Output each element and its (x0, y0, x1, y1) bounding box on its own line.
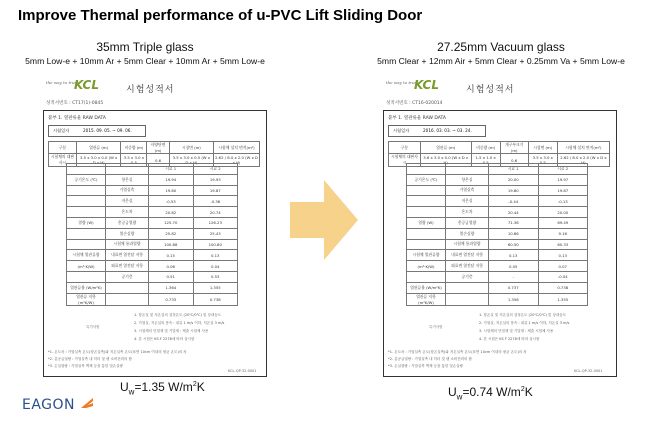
table-cell (67, 185, 106, 196)
table-cell (67, 271, 106, 282)
table-cell (407, 196, 446, 207)
table-cell: 0.733 (149, 293, 194, 305)
table-cell: 20.00 (538, 207, 588, 218)
spec-header-cell: 사양단면 (m) (147, 142, 169, 154)
table-cell: 20.82 (149, 207, 194, 218)
table-row (67, 250, 238, 261)
table-row (407, 239, 588, 250)
table-cell: 1.364 (149, 282, 194, 293)
table-cell: 0.13 (193, 250, 238, 261)
table-header-row (407, 164, 588, 175)
table-header-cell (446, 164, 489, 175)
table-cell: (m²·K/W) (407, 261, 446, 272)
table-cell: 0.05 (489, 261, 539, 272)
spec-cell: 0.6 (147, 154, 169, 167)
raw-data-table (66, 163, 238, 306)
table-row (67, 239, 238, 250)
table-cell (67, 239, 106, 250)
right-glass-title: 27.25mm Vacuum glass (437, 40, 565, 54)
table-cell: 공기층 (446, 271, 489, 282)
table-cell: 0.53 (193, 271, 238, 282)
left-glass-header (0, 40, 290, 66)
report-number: 성적서번호 : CT17(1)-0845 (46, 101, 104, 106)
table-row (407, 271, 588, 282)
table-header-cell: 시료 1 (149, 164, 194, 175)
footnote: *2. 총공급열량 : 가열실측 내 히터 및 팬 소비전력의 합 (388, 357, 472, 361)
table-cell: 저온실 (446, 196, 489, 207)
table-cell (446, 293, 489, 305)
table-cell: 온도차 (446, 207, 489, 218)
uw-sub: w (128, 387, 135, 397)
table-row (407, 217, 588, 228)
remarks-line: 4. 본 시험은 KS F 2278에 따라 실시함 (134, 337, 195, 341)
table-cell: 1.355 (538, 293, 588, 305)
eagon-mark-icon (80, 396, 94, 410)
table-row (407, 207, 588, 218)
table-cell: 10.86 (489, 228, 539, 239)
report-number: 성적서번호 : CT16-020014 (386, 101, 443, 106)
table-cell: 1.356 (489, 293, 539, 305)
uw-unit: K (524, 385, 533, 399)
table-cell: 0.738 (538, 282, 588, 293)
remarks-line: 4. 본 시험은 KS F 2278에 따라 실시함 (479, 337, 540, 341)
slide-title: Improve Thermal performance of u-PVC Lift Sliding Door (18, 7, 423, 24)
spec-header-cell: 시창면 (m) (528, 142, 557, 154)
table-row (407, 228, 588, 239)
spec-cell: 2.62 / 8.0 x 2.0 (W x D x H) (215, 155, 258, 165)
table-cell: 19.87 (538, 185, 588, 196)
table-cell: 열관류 저항 (m²K/W) (67, 293, 106, 305)
table-cell: 71.36 (489, 217, 539, 228)
spec-cell: 3.5 x 3.0 x 0.0 (W x D x H) (76, 154, 120, 167)
uw-unit: K (196, 380, 205, 394)
footnotes (388, 349, 612, 370)
uw-prefix: U (448, 385, 457, 399)
table-cell: 공기층 (106, 271, 149, 282)
left-glass-spec: 5mm Low-e + 10mm Ar + 5mm Clear + 10mm Ar + 5mm Low-e (25, 56, 265, 66)
table-row (67, 207, 238, 218)
table-cell: 시험체 열관류량 (407, 250, 446, 261)
right-glass-header (356, 40, 646, 66)
table-cell (446, 282, 489, 293)
report-title: 시험성적서 (466, 85, 515, 95)
table-row (67, 228, 238, 239)
table-cell: 60.33 (538, 239, 588, 250)
spec-cell: 3.5 x 3.0 x 0.5 (528, 154, 557, 167)
table-cell: 25.82 (149, 228, 194, 239)
table-cell: 0.13 (489, 250, 539, 261)
table-cell (106, 293, 149, 305)
remarks-line: 1. 항온실 및 저온실의 설정온도 (20℃/0℃) 및 상대습도 (479, 313, 567, 317)
table-cell: 9.16 (538, 228, 588, 239)
footnote: *3. 손실열량 : 가열실측 벽체 등을 통한 열손실량 (388, 364, 463, 368)
table-cell: 0.15 (149, 250, 194, 261)
table-cell: 저온실 (106, 196, 149, 207)
table-row (67, 293, 238, 305)
table-cell: 0.06 (149, 261, 194, 272)
logo-tagline: the way to trust (386, 80, 419, 85)
table-row (67, 271, 238, 282)
table-cell (67, 196, 106, 207)
report-footer: KCL-QP-32-0001 (574, 369, 603, 373)
table-cell: 공기온도 (℃) (407, 174, 446, 185)
table-cell: 0.51 (149, 271, 194, 282)
table-cell: 시험체 열관류량 (67, 250, 106, 261)
table-cell: 내표면 열전달 저항 (446, 250, 489, 261)
uw-sub: w (456, 392, 463, 402)
spec-cell: 0.6 (500, 154, 528, 167)
remarks-label: 특기사항 (429, 325, 443, 329)
table-cell: 19.80 (149, 185, 194, 196)
table-cell: 가열실측 (106, 185, 149, 196)
test-date (388, 125, 486, 137)
table-header-cell: 시료 1 (489, 164, 539, 175)
spec-cell: 3.5 x 3.0 x 0.5 (121, 154, 147, 167)
left-glass-title: 35mm Triple glass (96, 40, 194, 54)
table-cell: -0.04 (538, 271, 588, 282)
table-cell (407, 207, 446, 218)
spec-header-cell: 시험체 설치 면적(m²) (557, 142, 609, 154)
table-cell: (m²·K/W) (67, 261, 106, 272)
remarks (134, 311, 262, 343)
brand-name: EAGON (22, 397, 76, 413)
spec-cell: 시험체의 대판사시 (389, 154, 421, 167)
table-header-cell (106, 164, 149, 175)
table-cell: -0.13 (538, 196, 588, 207)
table-row (67, 261, 238, 272)
table-cell: 항온실 (446, 174, 489, 185)
table-header-row (67, 164, 238, 175)
table-cell: 20.44 (489, 207, 539, 218)
table-cell: 0.04 (193, 261, 238, 272)
report-title: 시험성적서 (126, 85, 175, 95)
table-cell: 125.70 (149, 217, 194, 228)
table-cell: 0.737 (489, 282, 539, 293)
table-cell: 열관류율 (W/m²K) (67, 282, 106, 293)
kcl-logo: KCL (414, 78, 439, 92)
table-cell: 19.80 (489, 185, 539, 196)
table-cell (407, 239, 446, 250)
table-cell (67, 207, 106, 218)
table-cell: 내표면 열전달 저항 (106, 250, 149, 261)
table-cell: 온도차 (106, 207, 149, 218)
table-cell: 19.94 (149, 174, 194, 185)
table-row (67, 174, 238, 185)
uw-prefix: U (120, 380, 129, 394)
right-uw-value (448, 385, 533, 401)
footnote: *1. 온도차 : 가열실측 온도(항온실측)와 저온실측 온도(표면 10cm 이내의 평균 온도)의 차 (48, 350, 187, 354)
table-cell: -0.44 (489, 196, 539, 207)
table-header-cell (67, 164, 106, 175)
table-row (407, 293, 588, 305)
spec-header-cell: 구분 (49, 142, 77, 154)
table-cell: 19.93 (193, 174, 238, 185)
report-footer: KCL-QP-32-0001 (228, 369, 257, 373)
left-test-report (38, 78, 278, 378)
table-cell: 25.43 (193, 228, 238, 239)
footnote: *3. 손실열량 : 가열실측 벽체 등을 통한 열손실량 (48, 364, 123, 368)
table-cell: 열관류율 (W/m²K) (407, 282, 446, 293)
table-cell: -0.53 (149, 196, 194, 207)
footnotes (48, 349, 262, 370)
raw-data-table (406, 163, 588, 306)
right-test-report (378, 78, 623, 378)
spec-header-cell: 비중량 (m) (121, 142, 147, 154)
table-row (67, 217, 238, 228)
table-cell: 열관류 저항 (m²K/W) (407, 293, 446, 305)
spec-header-cell: 열관류 (m) (420, 142, 471, 154)
spec-cell: 시험체의 대판사시 (49, 154, 77, 167)
table-row (67, 185, 238, 196)
eagon-logo (22, 396, 94, 413)
right-arrow-icon (290, 180, 358, 260)
test-date (48, 125, 146, 137)
table-cell: - (489, 271, 539, 282)
table-cell: 열량 (W) (67, 217, 106, 228)
table-row (407, 185, 588, 196)
spec-header-cell: 시험체 설치 면적(m²) (214, 142, 260, 154)
table-row (407, 174, 588, 185)
remarks-line: 1. 항온실 및 저온실의 설정온도 (20℃/0℃) 및 상대습도 (134, 313, 222, 317)
table-header-cell: 시료 2 (193, 164, 238, 175)
table-cell (407, 271, 446, 282)
uw-sup: 2 (520, 386, 525, 393)
test-date-value: 2015. 09. 05. ~ 09. 06. (83, 128, 132, 133)
footnote: *2. 총공급열량 : 가열실측 내 히터 및 팬 소비전력의 합 (48, 357, 132, 361)
report-frame (43, 110, 267, 377)
uw-value: =0.74 W/m (462, 385, 521, 399)
spec-cell: 2.62 / 8.0 x 2.0 (W x D x H) (557, 154, 609, 167)
table-cell: 20.00 (489, 174, 539, 185)
kcl-logo: KCL (74, 78, 99, 92)
table-row (67, 196, 238, 207)
table-cell: 1.355 (193, 282, 238, 293)
uw-sup: 2 (192, 381, 197, 388)
spec-cell: 3.6 x 3.0 x 0.0 (W x D x H) (420, 154, 471, 167)
spec-cell: 3.5 x 3.0 x 0.5 (W x D x H) (169, 154, 213, 167)
table-cell: 열손실량 (106, 228, 149, 239)
table-cell (67, 228, 106, 239)
table-cell: 항온실 (106, 174, 149, 185)
spec-header-cell: 열관류 (m) (76, 142, 120, 154)
table-cell: 가열실측 (446, 185, 489, 196)
table-cell: 126.23 (193, 217, 238, 228)
right-glass-spec: 5mm Clear + 12mm Air + 5mm Clear + 0.25mm Va + 5mm Low-e (377, 56, 625, 66)
footnote: *1. 온도차 : 가열실측 온도(항온실측)와 저온실측 온도(표면 10cm 이내의 평균 온도)의 차 (388, 350, 527, 354)
table-cell: 시험체 통과열량 (106, 239, 149, 250)
raw-data-caption: 붙부 1. 열관류율 RAW DATA (388, 116, 446, 121)
remarks-label: 특기사항 (86, 325, 100, 329)
test-date-label: 시험일자 (393, 128, 410, 133)
table-cell: -0.36 (193, 196, 238, 207)
uw-value: =1.35 W/m (134, 380, 193, 394)
report-header (46, 78, 286, 96)
remarks-line: 2. 가열실, 저온실의 풍속 : 대류 1 m/s 이하, 저온실 3 m/s (134, 321, 225, 325)
table-cell (407, 185, 446, 196)
remarks-line: 3. 시험체의 단열재 및 기밀재 : 제출 시험체 사용 (479, 329, 554, 333)
table-cell: 공기온도 (℃) (67, 174, 106, 185)
test-date-label: 시험일자 (53, 128, 70, 133)
raw-data-caption: 붙부 1. 열관류율 RAW DATA (48, 116, 106, 121)
table-cell: 69.49 (538, 217, 588, 228)
remarks-line: 2. 가열실, 저온실의 풍속 : 대류 1 m/s 이하, 저온실 3 m/s (479, 321, 570, 325)
table-cell: 100.88 (149, 239, 194, 250)
table-cell: 시험체 통과열량 (446, 239, 489, 250)
table-cell: 총공급열량 (106, 217, 149, 228)
remarks-line: 3. 시험체의 단열재 및 기밀재 : 제출 시험체 사용 (134, 329, 209, 333)
table-row (407, 261, 588, 272)
table-cell: 0.13 (538, 250, 588, 261)
logo-tagline: the way to trust (46, 80, 79, 85)
table-cell: 0.738 (193, 293, 238, 305)
table-row (407, 282, 588, 293)
table-header-cell: 시료 2 (538, 164, 588, 175)
table-cell: 19.97 (538, 174, 588, 185)
table-row (407, 250, 588, 261)
table-cell: 외표면 열전달 저항 (446, 261, 489, 272)
spec-header-cell: 개구부크기 (m) (500, 142, 528, 154)
left-uw-value (120, 380, 205, 396)
table-cell: 열손실량 (446, 228, 489, 239)
table-cell: 20.74 (193, 207, 238, 218)
table-cell: 열량 (W) (407, 217, 446, 228)
spec-header-cell: 비중량 (m) (471, 142, 500, 154)
test-date-value: 2016. 03. 03. ~ 03. 24. (423, 128, 472, 133)
table-cell: 총공급열량 (446, 217, 489, 228)
remarks (479, 311, 613, 343)
table-cell: 60.50 (489, 239, 539, 250)
report-frame (383, 110, 617, 377)
table-cell (407, 228, 446, 239)
report-header (386, 78, 626, 96)
table-row (407, 196, 588, 207)
table-cell: 100.80 (193, 239, 238, 250)
table-header-cell (407, 164, 446, 175)
table-cell (106, 282, 149, 293)
table-cell: 0.07 (538, 261, 588, 272)
spec-cell: 1.5 x 1.0 x 0.5 (471, 154, 500, 167)
spec-header-cell: 시창면 (m) (169, 142, 213, 154)
spec-header-cell: 구분 (389, 142, 421, 154)
table-row (67, 282, 238, 293)
table-cell: 외표면 열전달 저항 (106, 261, 149, 272)
table-cell: 19.87 (193, 185, 238, 196)
